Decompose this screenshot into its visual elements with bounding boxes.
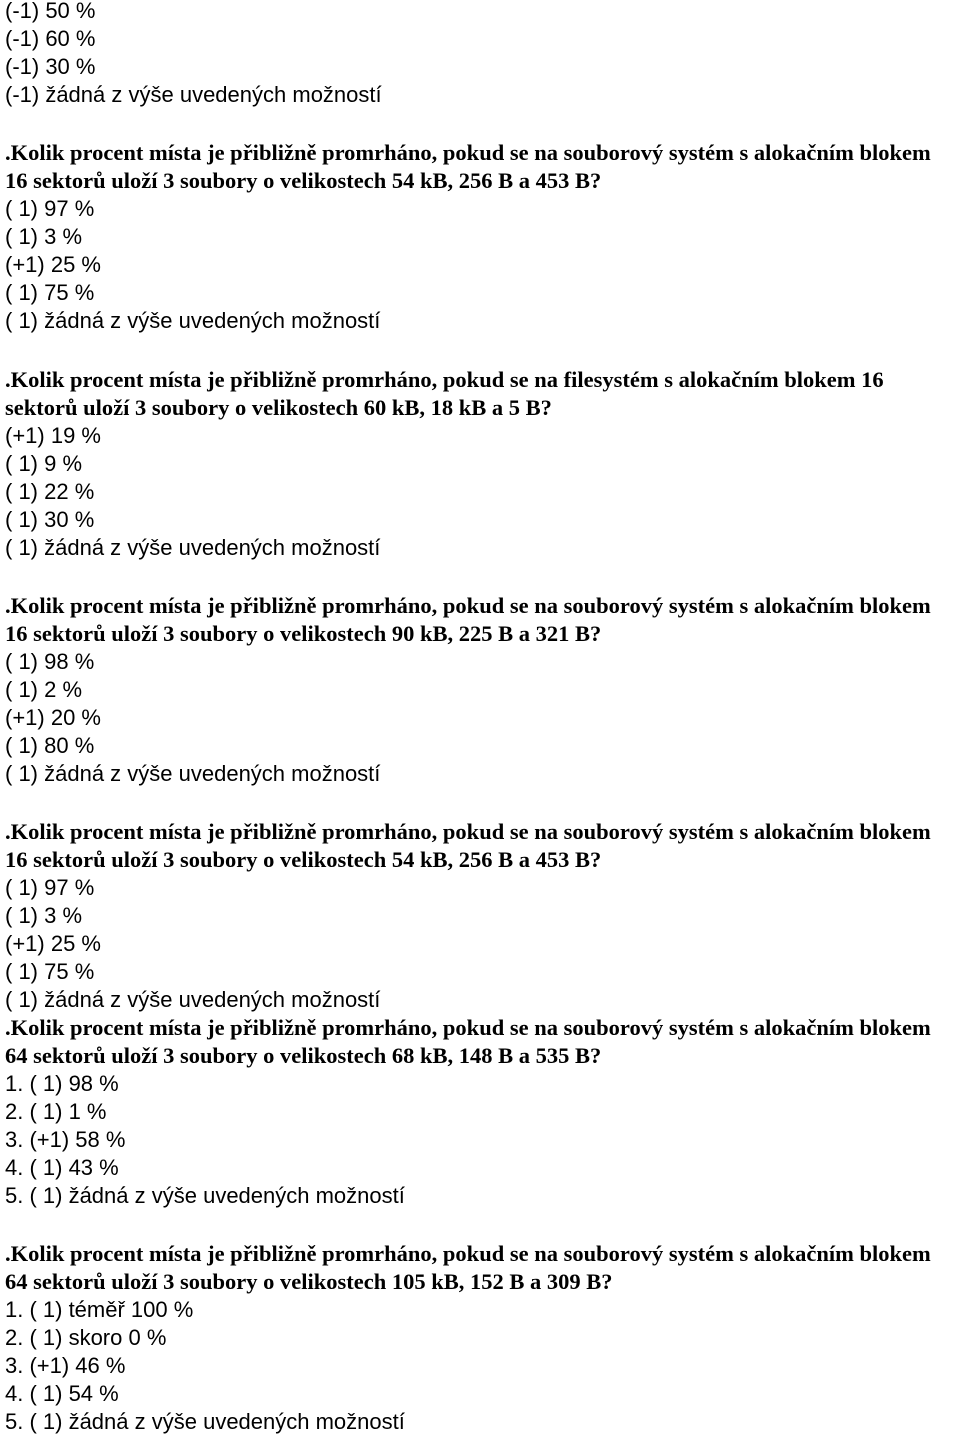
question-block <box>5 139 957 335</box>
answer-option: ( 1) 9 % <box>5 451 83 476</box>
answer-option: ( 1) 75 % <box>5 280 95 305</box>
answer-option: 4. ( 1) 54 % <box>5 1381 119 1406</box>
answer-option: (+1) 19 % <box>5 423 101 448</box>
question-block <box>5 1014 957 1210</box>
answer-option: 5. ( 1) žádná z výše uvedených možností <box>5 1183 405 1208</box>
answer-option: ( 1) žádná z výše uvedených možností <box>5 761 381 786</box>
answer-option: ( 1) žádná z výše uvedených možností <box>5 987 381 1012</box>
answer-option: ( 1) 98 % <box>5 649 95 674</box>
question-text: .Kolik procent místa je přibližně promrháno, pokud se na souborový systém s alokačním blokem 16 sektorů uloží 3 soubory o velikostech 54 kB, 256 B a 453 B? <box>5 140 937 193</box>
answer-option: (+1) 25 % <box>5 252 101 277</box>
answer-option: 1. ( 1) 98 % <box>5 1071 119 1096</box>
answer-option: 3. (+1) 46 % <box>5 1353 126 1378</box>
answer-option: ( 1) žádná z výše uvedených možností <box>5 535 381 560</box>
answer-option: (-1) 60 % <box>5 26 96 51</box>
answer-option: 5. ( 1) žádná z výše uvedených možností <box>5 1409 405 1434</box>
answer-option: ( 1) 97 % <box>5 875 95 900</box>
question-block <box>5 592 957 788</box>
answer-option: ( 1) 80 % <box>5 733 95 758</box>
answer-option: 3. (+1) 58 % <box>5 1127 126 1152</box>
question-text: .Kolik procent místa je přibližně promrháno, pokud se na filesystém s alokačním blokem 16 sektorů uloží 3 soubory o velikostech 60 kB, 18 kB a 5 B? <box>5 367 890 420</box>
question-block <box>5 1240 957 1436</box>
answer-option: 2. ( 1) skoro 0 % <box>5 1325 167 1350</box>
answer-option: (+1) 20 % <box>5 705 101 730</box>
answer-option: 2. ( 1) 1 % <box>5 1099 107 1124</box>
answer-option: ( 1) žádná z výše uvedených možností <box>5 308 381 333</box>
answer-option: ( 1) 75 % <box>5 959 95 984</box>
answer-option: 4. ( 1) 43 % <box>5 1155 119 1180</box>
answer-option: (-1) 30 % <box>5 54 96 79</box>
question-text: .Kolik procent místa je přibližně promrháno, pokud se na souborový systém s alokačním blokem 16 sektorů uloží 3 soubory o velikostech 90 kB, 225 B a 321 B? <box>5 593 937 646</box>
answer-option: (+1) 25 % <box>5 931 101 956</box>
answer-option: ( 1) 97 % <box>5 196 95 221</box>
answer-option: (-1) žádná z výše uvedených možností <box>5 82 382 107</box>
answer-option: 1. ( 1) téměř 100 % <box>5 1297 194 1322</box>
answer-option: ( 1) 30 % <box>5 507 95 532</box>
question-text: .Kolik procent místa je přibližně promrháno, pokud se na souborový systém s alokačním blokem 64 sektorů uloží 3 soubory o velikostech 105 kB, 152 B a 309 B? <box>5 1241 937 1294</box>
question-text: .Kolik procent místa je přibližně promrháno, pokud se na souborový systém s alokačním blokem 64 sektorů uloží 3 soubory o velikostech 68 kB, 148 B a 535 B? <box>5 1015 937 1068</box>
question-text: .Kolik procent místa je přibližně promrháno, pokud se na souborový systém s alokačním blokem 16 sektorů uloží 3 soubory o velikostech 54 kB, 256 B a 453 B? <box>5 819 937 872</box>
answer-option: ( 1) 2 % <box>5 677 83 702</box>
answer-option: ( 1) 22 % <box>5 479 95 504</box>
answer-option: ( 1) 3 % <box>5 224 83 249</box>
question-block <box>5 366 957 562</box>
answer-option: (-1) 50 % <box>5 0 96 23</box>
answer-option: ( 1) 3 % <box>5 903 83 928</box>
question-block <box>5 0 957 109</box>
question-block <box>5 818 957 1014</box>
